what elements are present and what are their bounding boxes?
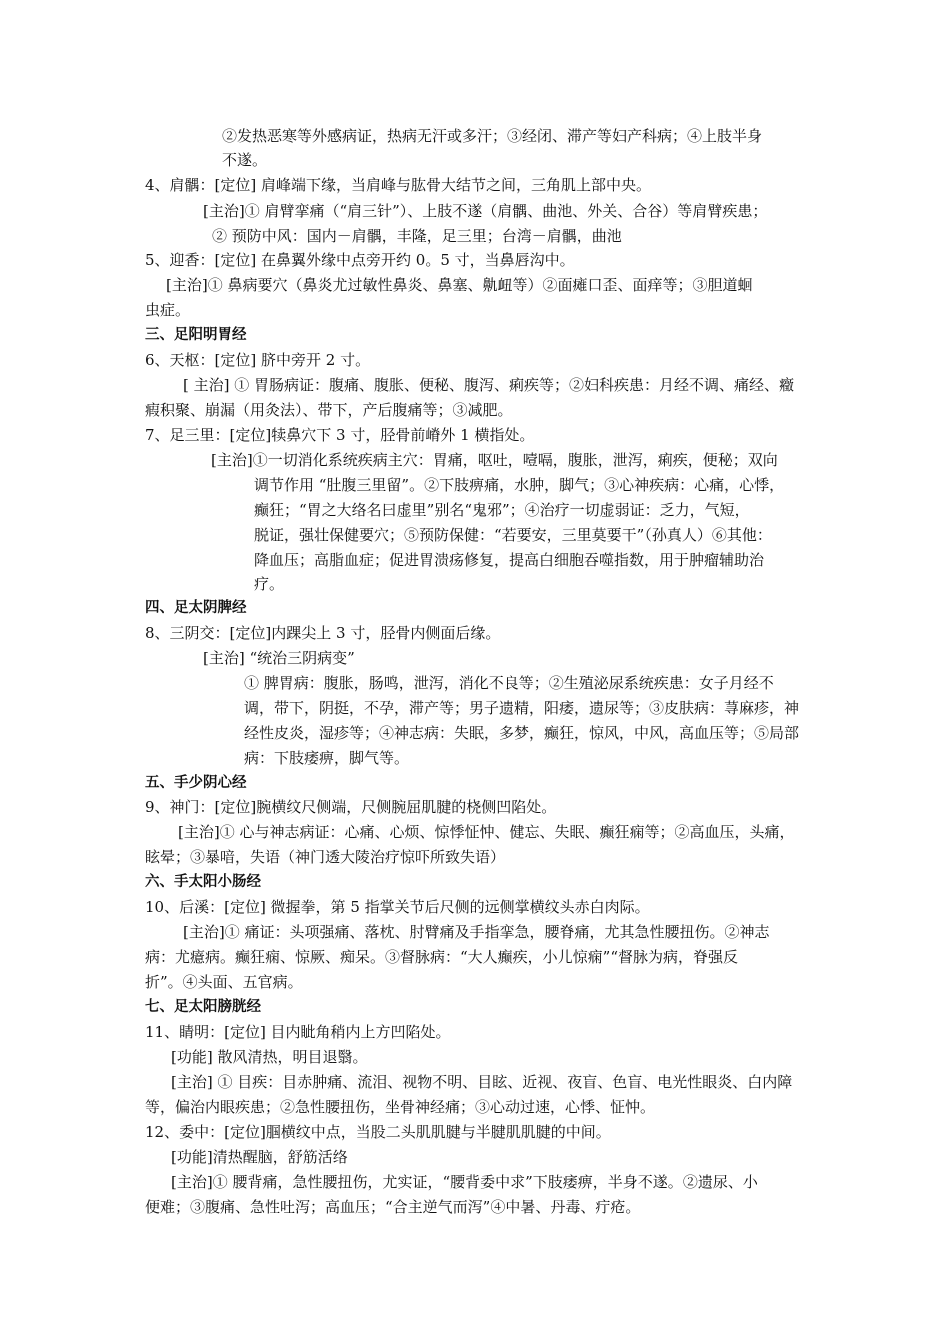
text-line: 病：尤癔病。癫狂痫、惊厥、痴呆。③督脉病：“大人癫疾，小儿惊痫”“督脉为病，脊强反 bbox=[145, 948, 739, 966]
section-heading: 四、足太阴脾经 bbox=[145, 600, 247, 616]
text-line: [ 主治] ① 胃肠病证：腹痛、腹胀、便秘、腹泻、痢疾等；②妇科疾患：月经不调、痛经、癥 bbox=[183, 376, 795, 394]
text-line: 4、肩髃：[定位] 肩峰端下缘，当肩峰与肱骨大结节之间，三角肌上部中央。 bbox=[145, 176, 652, 194]
text-line: 脱证，强壮保健要穴；⑤预防保健：“若要安，三里莫要干”（孙真人）⑥其他： bbox=[254, 526, 772, 544]
text-line: 眩晕；③暴喑，失语（神门透大陵治疗惊吓所致失语） bbox=[145, 848, 506, 866]
text-line: [主治] “统治三阴病变” bbox=[203, 649, 355, 667]
text-line: 等，偏治内眼疾患；②急性腰扭伤，坐骨神经痛；③心动过速，心悸、怔忡。 bbox=[145, 1098, 656, 1116]
text-line: 10、后溪：[定位] 微握拳，第 5 指掌关节后尺侧的远侧掌横纹头赤白肉际。 bbox=[145, 898, 650, 916]
text-line: 便难；③腹痛、急性吐泻；高血压；“合主逆气而泻”④中暑、丹毒、疔疮。 bbox=[145, 1198, 641, 1216]
text-line: 调节作用 “肚腹三里留”。②下肢痹痛，水肿，脚气；③心神疾病：心痛，心悸， bbox=[254, 476, 785, 494]
text-line: [主治]① 心与神志病证：心痛、心烦、惊悸怔忡、健忘、失眠、癫狂痫等；②高血压，头痛， bbox=[178, 823, 795, 841]
text-line: 5、迎香：[定位] 在鼻翼外缘中点旁开约 0。5 寸，当鼻唇沟中。 bbox=[145, 251, 575, 269]
text-line: [主治]① 腰背痛，急性腰扭伤，尤实证，“腰背委中求”下肢痿痹，半身不遂。②遗尿、小 bbox=[171, 1173, 758, 1191]
section-heading: 六、手太阳小肠经 bbox=[145, 874, 261, 890]
text-line: ②发热恶寒等外感病证，热病无汗或多汗；③经闭、滞产等妇产科病；④上肢半身 bbox=[222, 127, 763, 145]
text-line: 癫狂；“胃之大络名曰虚里”别名“鬼邪”；④治疗一切虚弱证：乏力，气短， bbox=[254, 501, 750, 519]
text-line: [主治]①一切消化系统疾病主穴：胃痛，呕吐，噎嗝，腹胀，泄泻，痢疾，便秘；双向 bbox=[211, 451, 778, 469]
text-line: ① 脾胃病：腹胀，肠鸣，泄泻，消化不良等；②生殖泌尿系统疾患：女子月经不 bbox=[244, 674, 774, 692]
section-heading: 五、手少阴心经 bbox=[145, 775, 247, 791]
text-line: [主治] ① 目疾：目赤肿痛、流泪、视物不明、目眩、近视、夜盲、色盲、电光性眼炎、白内障 bbox=[171, 1073, 793, 1091]
text-line: 12、委中：[定位]腘横纹中点，当股二头肌肌腱与半腱肌肌腱的中间。 bbox=[145, 1123, 611, 1141]
text-line: 疗。 bbox=[254, 575, 285, 593]
text-line: [主治]① 肩臂挛痛（“肩三针”）、上肢不遂（肩髃、曲池、外关、合谷）等肩臂疾患； bbox=[203, 202, 768, 220]
text-line: 调，带下，阴挺，不孕，滞产等；男子遗精，阳痿，遗尿等；③皮肤病：荨麻疹，神 bbox=[244, 699, 800, 717]
text-line: [功能]清热醒脑，舒筋活络 bbox=[171, 1148, 348, 1166]
text-line: 瘕积聚、崩漏（用灸法）、带下，产后腹痛等；③减肥。 bbox=[145, 401, 513, 419]
text-line: 6、天枢：[定位] 脐中旁开 2 寸。 bbox=[145, 351, 371, 369]
text-line: 11、睛明：[定位] 目内眦角稍内上方凹陷处。 bbox=[145, 1023, 451, 1041]
text-line: 9、神门：[定位]腕横纹尺侧端，尺侧腕屈肌腱的桡侧凹陷处。 bbox=[145, 798, 557, 816]
text-line: 病：下肢痿痹，脚气等。 bbox=[244, 749, 410, 767]
text-line: 降血压；高脂血症；促进胃溃疡修复，提高白细胞吞噬指数，用于肿瘤辅助治 bbox=[254, 551, 765, 569]
text-line: [主治]① 痛证：头项强痛、落枕、肘臂痛及手指挛急，腰脊痛，尤其急性腰扭伤。②神志 bbox=[183, 923, 770, 941]
text-line: ② 预防中风：国内－肩髃，丰隆，足三里；台湾－肩髃，曲池 bbox=[212, 227, 622, 245]
text-line: 折”。④头面、五官病。 bbox=[145, 973, 303, 991]
section-heading: 三、足阳明胃经 bbox=[145, 327, 247, 343]
text-line: 7、足三里：[定位]犊鼻穴下 3 寸，胫骨前嵴外 1 横指处。 bbox=[145, 426, 535, 444]
text-line: 8、三阴交：[定位]内踝尖上 3 寸，胫骨内侧面后缘。 bbox=[145, 624, 501, 642]
section-heading: 七、足太阳膀胱经 bbox=[145, 999, 261, 1015]
text-line: 虫症。 bbox=[145, 301, 191, 319]
text-line: [功能] 散风清热，明目退翳。 bbox=[171, 1048, 368, 1066]
text-line: 经性皮炎，湿疹等；④神志病：失眠，多梦，癫狂，惊风，中风，高血压等；⑤局部 bbox=[244, 724, 800, 742]
text-line: [主治]① 鼻病要穴（鼻炎尤过敏性鼻炎、鼻塞、鼽衄等）②面瘫口歪、面痒等；③胆道蛔 bbox=[166, 276, 753, 294]
text-line: 不遂。 bbox=[222, 151, 268, 169]
